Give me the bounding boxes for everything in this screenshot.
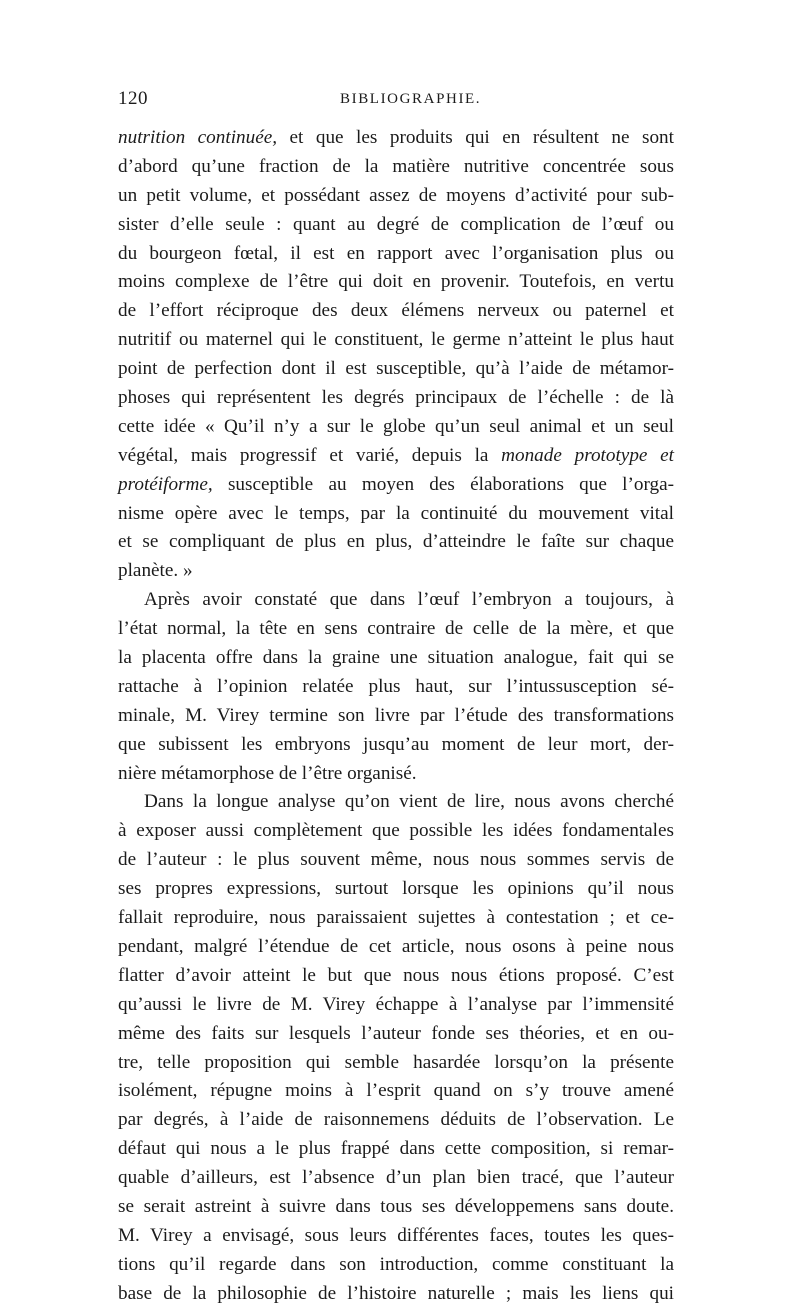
text-line xyxy=(118,1049,674,1078)
text-line xyxy=(118,788,674,817)
text-line xyxy=(118,471,674,500)
text-line xyxy=(118,933,674,962)
text-line xyxy=(118,326,674,355)
text-run: par degrés, à l’aide de raisonnemens déduits de l’observation. Le xyxy=(118,1109,674,1131)
text-line xyxy=(118,1164,674,1193)
text-line xyxy=(118,673,674,702)
text-line xyxy=(118,991,674,1020)
text-line xyxy=(118,268,674,297)
text-line xyxy=(118,644,674,673)
text-run: l’état normal, la tête en sens contraire de celle de la mère, et que xyxy=(118,618,674,640)
body-text xyxy=(118,124,674,1309)
text-run: Après avoir constaté que dans l’œuf l’embryon a toujours, à xyxy=(144,589,674,611)
italic-run: nutrition continuée, xyxy=(118,127,278,148)
text-run: sister d’elle seule : quant au degré de complication de l’œuf ou xyxy=(118,213,674,235)
text-run: tre, telle proposition qui semble hasardée lorsqu’on la présente xyxy=(118,1051,674,1073)
text-run: nutritif ou maternel qui le constituent, le germe n’atteint le plus haut xyxy=(118,329,674,351)
text-run: de l’effort réciproque des deux élémens nerveux ou paternel et xyxy=(118,300,674,322)
text-line xyxy=(118,731,674,760)
text-run: à exposer aussi complètement que possible les idées fondamentales xyxy=(118,820,674,842)
text-line xyxy=(118,384,674,413)
text-line xyxy=(118,355,674,384)
text-run: fallait reproduire, nous paraissaient sujettes à contestation ; et ce- xyxy=(118,907,674,929)
text-line xyxy=(118,557,674,586)
text-line xyxy=(118,211,674,240)
text-run: et se compliquant de plus en plus, d’atteindre le faîte sur chaque xyxy=(118,531,674,553)
text-line xyxy=(118,413,674,442)
text-run: que subissent les embryons jusqu’au moment de leur mort, der- xyxy=(118,733,674,755)
text-run: pendant, malgré l’étendue de cet article, nous osons à peine nous xyxy=(118,935,674,957)
italic-run: monade prototype et xyxy=(501,444,674,466)
text-line xyxy=(118,1222,674,1251)
text-run: planète. » xyxy=(118,560,193,582)
text-line xyxy=(118,586,674,615)
text-run: cette idée « Qu’il n’y a sur le globe qu’un seul animal et un seul xyxy=(118,415,674,437)
text-line xyxy=(118,1106,674,1135)
text-line xyxy=(118,702,674,731)
text-run: ses propres expressions, surtout lorsque les opinions qu’il nous xyxy=(118,878,674,900)
text-run: végétal, mais progressif et varié, depuis la xyxy=(118,444,502,466)
text-line xyxy=(118,1251,674,1280)
text-run: d’abord qu’une fraction de la matière nutritive concentrée sous xyxy=(118,155,674,177)
text-run: même des faits sur lesquels l’auteur fonde ses théories, et en ou- xyxy=(118,1022,674,1044)
book-page xyxy=(118,88,674,1309)
text-run: M. Virey a envisagé, sous leurs différentes faces, toutes les ques- xyxy=(118,1224,674,1246)
text-run: la placenta offre dans la graine une situation analogue, fait qui se xyxy=(118,647,674,669)
text-run: quable d’ailleurs, est l’absence d’un plan bien tracé, que l’auteur xyxy=(118,1167,674,1189)
text-run: point de perfection dont il est susceptible, qu’à l’aide de métamor- xyxy=(118,358,674,380)
text-line xyxy=(118,615,674,644)
text-line xyxy=(118,760,674,789)
text-run: nisme opère avec le temps, par la continuité du mouvement vital xyxy=(118,502,674,524)
text-line xyxy=(118,1135,674,1164)
running-head xyxy=(118,88,674,114)
text-run: flatter d’avoir atteint le but que nous nous étions proposé. C’est xyxy=(118,964,674,986)
text-run: isolément, répugne moins à l’esprit quand on s’y trouve amené xyxy=(118,1080,674,1102)
text-run: défaut qui nous a le plus frappé dans cette composition, si remar- xyxy=(118,1138,674,1160)
text-run: un petit volume, et possédant assez de moyens d’activité pour sub- xyxy=(118,184,674,206)
text-line xyxy=(118,528,674,557)
text-line xyxy=(118,1020,674,1049)
text-run: tions qu’il regarde dans son introduction, comme constituant la xyxy=(118,1253,674,1275)
text-line xyxy=(118,442,674,471)
text-run: Dans la longue analyse qu’on vient de lire, nous avons cherché xyxy=(144,791,674,813)
text-line xyxy=(118,297,674,326)
text-run: qu’aussi le livre de M. Virey échappe à l’analyse par l’immensité xyxy=(118,993,674,1015)
text-line xyxy=(118,1280,674,1309)
text-line xyxy=(118,1077,674,1106)
text-run: rattache à l’opinion relatée plus haut, sur l’intussusception sé- xyxy=(118,675,674,697)
text-line xyxy=(118,846,674,875)
text-line xyxy=(118,817,674,846)
text-run: phoses qui représentent les degrés principaux de l’échelle : de là xyxy=(118,387,674,409)
text-run: se serait astreint à suivre dans tous ses développemens sans doute. xyxy=(118,1195,674,1217)
text-line xyxy=(118,240,674,269)
text-run: minale, M. Virey termine son livre par l’étude des transformations xyxy=(118,704,674,726)
text-line xyxy=(118,124,674,153)
text-run: et que les produits qui en résultent ne sont xyxy=(277,127,674,148)
text-run: nière métamorphose de l’être organisé. xyxy=(118,762,417,784)
text-line xyxy=(118,153,674,182)
text-run: moins complexe de l’être qui doit en provenir. Toutefois, en vertu xyxy=(118,271,674,293)
text-line xyxy=(118,962,674,991)
text-line xyxy=(118,875,674,904)
text-run: du bourgeon fœtal, il est en rapport avec l’organisation plus ou xyxy=(118,242,674,264)
text-run: base de la philosophie de l’histoire naturelle ; mais les liens qui xyxy=(118,1282,674,1304)
italic-run: protéiforme, xyxy=(118,473,213,495)
text-line xyxy=(118,500,674,529)
text-run: de l’auteur : le plus souvent même, nous nous sommes servis de xyxy=(118,849,674,871)
running-title: BIBLIOGRAPHIE. xyxy=(340,91,482,107)
text-line xyxy=(118,904,674,933)
page-number: 120 xyxy=(118,88,148,109)
text-run: susceptible au moyen des élaborations que l’orga- xyxy=(212,473,674,495)
text-line xyxy=(118,1193,674,1222)
text-line xyxy=(118,182,674,211)
